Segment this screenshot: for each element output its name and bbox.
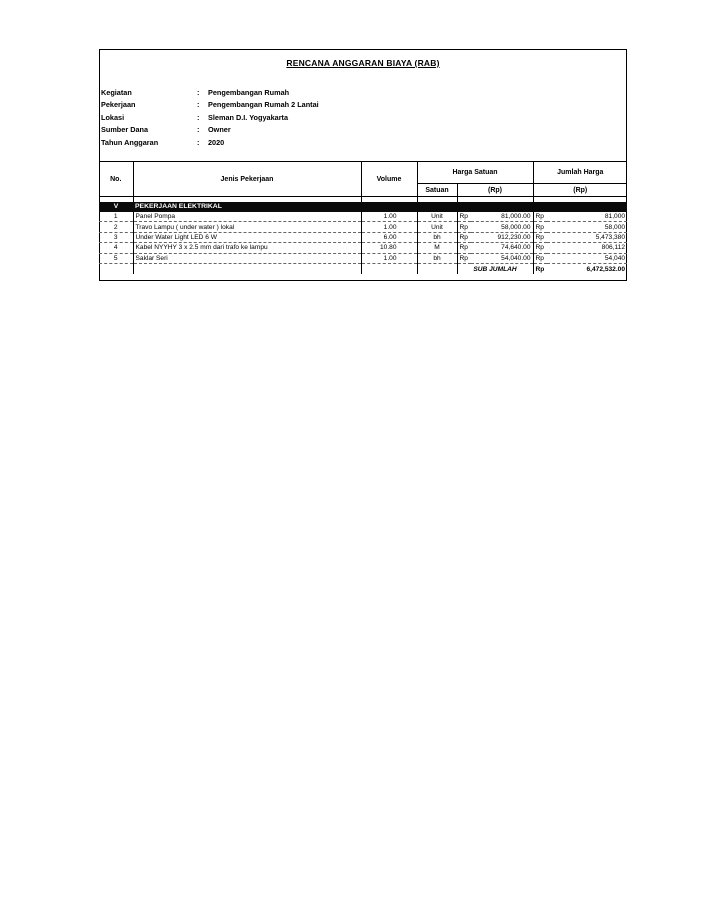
section-title: PEKERJAAN ELEKTRIKAL (135, 203, 222, 210)
item-currency: Rp (533, 212, 547, 222)
item-unit: M (417, 243, 457, 253)
table-row (99, 212, 627, 222)
item-currency: Rp (457, 212, 471, 222)
section-row (99, 202, 627, 212)
item-currency: Rp (457, 243, 471, 253)
header-harga-satuan: Harga Satuan (417, 162, 533, 184)
subtotal-value: 6,472,532.00 (586, 265, 626, 273)
item-total: 5,473,380 (547, 232, 627, 242)
item-no: 2 (99, 222, 133, 232)
item-volume: 10.80 (361, 243, 417, 253)
header-volume: Volume (361, 162, 417, 197)
header-satuan: Satuan (417, 184, 457, 197)
item-currency: Rp (457, 232, 471, 242)
info-key: Lokasi (101, 112, 125, 122)
table-row (99, 253, 627, 263)
rab-document (99, 49, 627, 281)
item-unit: Unit (417, 222, 457, 232)
item-currency: Rp (533, 232, 547, 242)
item-no: 5 (99, 253, 133, 263)
info-key: Tahun Anggaran (101, 137, 159, 147)
item-volume: 1.00 (361, 253, 417, 263)
info-key: Sumber Dana (101, 125, 149, 135)
item-volume: 1.00 (361, 222, 417, 232)
info-value: Owner (208, 125, 231, 135)
info-key: Kegiatan (101, 88, 132, 97)
item-total: 81,000 (547, 212, 627, 222)
item-currency: Rp (533, 243, 547, 253)
item-total: 58,000 (547, 222, 627, 232)
info-colon: : (197, 137, 200, 147)
rab-table (99, 161, 627, 274)
item-unit: Unit (417, 212, 457, 222)
table-row (99, 243, 627, 253)
document-title: RENCANA ANGGARAN BIAYA (RAB) (286, 58, 440, 68)
info-colon: : (197, 100, 200, 110)
header-rp-total: (Rp) (533, 184, 627, 197)
item-currency: Rp (457, 222, 471, 232)
item-volume: 6.00 (361, 232, 417, 242)
item-name: Kabel NYYHY 3 x 2.5 mm dari trafo ke lampu (133, 243, 361, 253)
item-no: 4 (99, 243, 133, 253)
item-no: 1 (99, 212, 133, 222)
header-rp-price: (Rp) (457, 184, 533, 197)
item-currency: Rp (533, 253, 547, 263)
subtotal-currency: Rp (535, 265, 545, 273)
item-price: 58,000.00 (471, 222, 533, 232)
item-name: Panel Pompa (133, 212, 361, 222)
item-volume: 1.00 (361, 212, 417, 222)
info-key: Pekerjaan (101, 100, 136, 110)
item-currency: Rp (457, 253, 471, 263)
item-price: 74,640.00 (471, 243, 533, 253)
item-no: 3 (99, 232, 133, 242)
item-total: 806,112 (547, 243, 627, 253)
item-total: 54,040 (547, 253, 627, 263)
subtotal-label: SUB JUMLAH (457, 263, 533, 274)
info-value: Pengembangan Rumah 2 Lantai (208, 100, 319, 110)
header-jenis-pekerjaan: Jenis Pekerjaan (133, 162, 361, 197)
item-price: 81,000.00 (471, 212, 533, 222)
item-unit: bh (417, 232, 457, 242)
item-name: Saklar Seri (133, 253, 361, 263)
item-price: 912,230.00 (471, 232, 533, 242)
table-row (99, 232, 627, 242)
info-colon: : (197, 125, 200, 135)
info-value: 2020 (208, 137, 225, 147)
info-value: Pengembangan Rumah (208, 88, 290, 97)
item-name: Under Water Light LED 6 W (133, 232, 361, 242)
info-colon: : (197, 112, 200, 122)
header-row (99, 162, 627, 184)
table-row (99, 222, 627, 232)
header-no: No. (99, 162, 133, 197)
header-jumlah-harga: Jumlah Harga (533, 162, 627, 184)
info-value: Sleman D.I. Yogyakarta (208, 112, 289, 122)
item-unit: bh (417, 253, 457, 263)
item-price: 54,040.00 (471, 253, 533, 263)
section-number: V (113, 203, 119, 210)
subtotal-row (99, 263, 627, 274)
item-name: Travo Lampu ( under water ) lokal (133, 222, 361, 232)
info-colon: : (197, 88, 200, 97)
item-currency: Rp (533, 222, 547, 232)
